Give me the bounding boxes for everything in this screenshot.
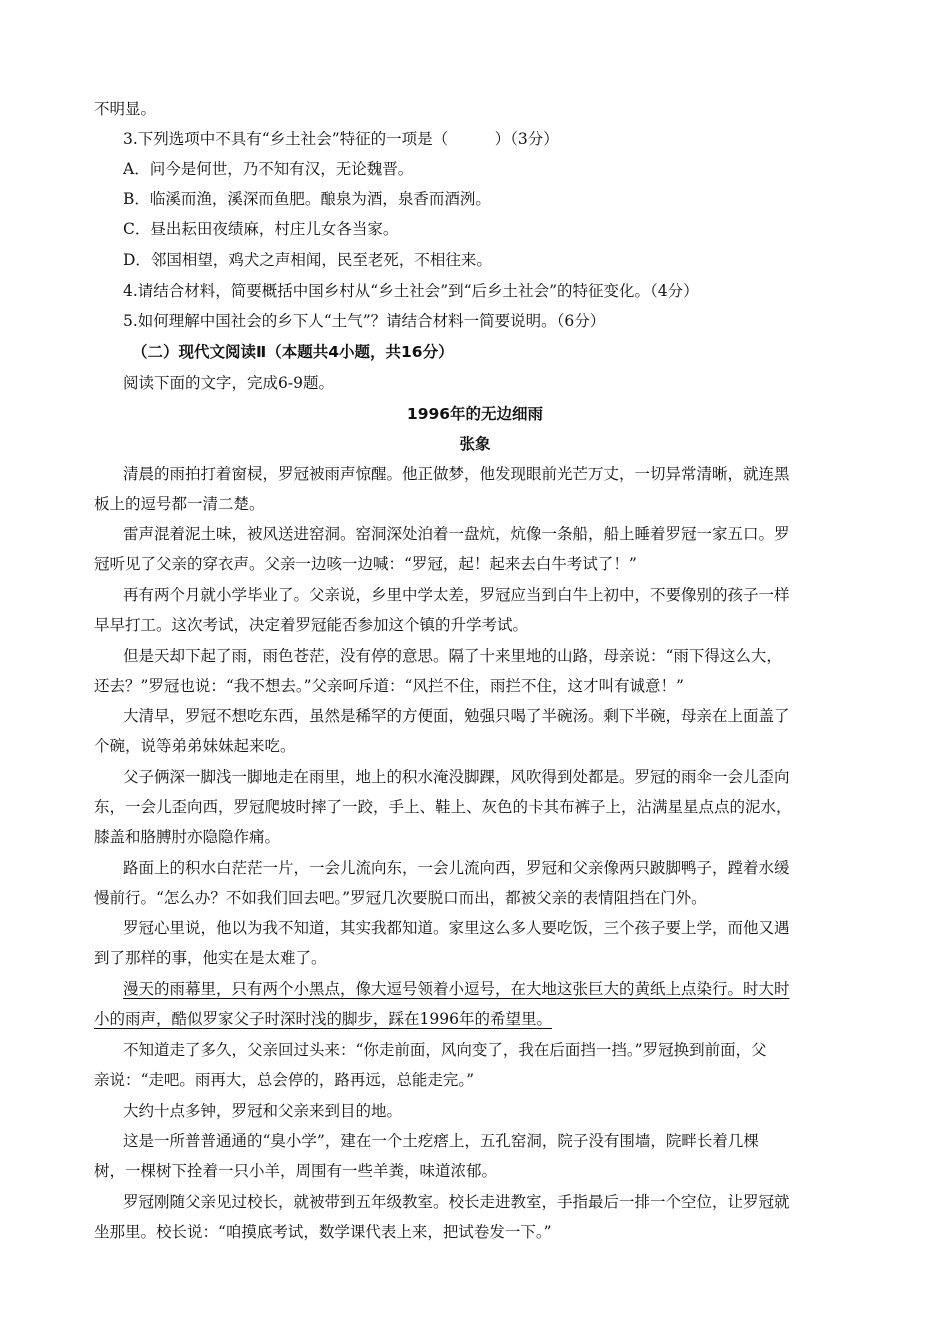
article-line: 再有两个月就小学毕业了。父亲说，乡里中学太差，罗冠应当到白牛上初中，不要像别的孩子一样 bbox=[123, 586, 790, 604]
article-line: 树，一棵树下拴着一只小羊，周围有一些羊粪，味道浓郁。 bbox=[94, 1162, 498, 1180]
article-line: 大清早，罗冠不想吃东西，虽然是稀罕的方便面，勉强只喝了半碗汤。剩下半碗，母亲在上面盖了 bbox=[123, 707, 790, 725]
article-line: 到了那样的事，他实在是太难了。 bbox=[94, 949, 327, 967]
q3-option-d: D．邻国相望，鸡犬之声相闻，民至老死，不相往来。 bbox=[123, 251, 492, 269]
q5-text: 5.如何理解中国社会的乡下人“土气”？请结合材料一简要说明。（6分） bbox=[123, 312, 606, 330]
article-line: 大约十点多钟，罗冠和父亲来到目的地。 bbox=[123, 1102, 403, 1120]
article-line: 父子俩深一脚浅一脚地走在雨里，地上的积水淹没脚踝，风吹得到处都是。罗冠的雨伞一会儿歪向 bbox=[123, 768, 790, 786]
q3-option-a: A．问今是何世，乃不知有汉，无论魏晋。 bbox=[123, 160, 414, 178]
q3-option-b: B．临溪而渔，溪深而鱼肥。酿泉为酒，泉香而酒洌。 bbox=[123, 190, 491, 208]
article-line: 板上的逗号都一清二楚。 bbox=[94, 495, 265, 513]
article-line: 早早打工。这次考试，决定着罗冠能否参加这个镇的升学考试。 bbox=[94, 616, 529, 634]
article-line: 慢前行。“怎么办？不如我们回去吧。”罗冠几次要脱口而出，都被父亲的表情阻挡在门外。 bbox=[94, 889, 707, 907]
article-line: 清晨的雨拍打着窗棂，罗冠被雨声惊醒。他正做梦，他发现眼前光芒万丈，一切异常清晰，就连黑 bbox=[123, 465, 790, 483]
article-author: 张象 bbox=[459, 435, 491, 453]
q2-tail-text: 不明显。 bbox=[94, 100, 157, 118]
section-heading: （二）现代文阅读Ⅱ（本题共4小题，共16分） bbox=[132, 343, 454, 361]
article-line-underlined bbox=[123, 978, 854, 1000]
article-line: 冠听见了父亲的穿衣声。父亲一边咳一边喊：“罗冠，起！起来去白牛考试了！” bbox=[94, 555, 637, 573]
article-line: 雷声混着泥土味，被风送进窑洞。窑洞深处泊着一盘炕，炕像一条船，船上睡着罗冠一家五口。罗 bbox=[123, 525, 790, 543]
article-line: 这是一所普普通通的“臭小学”，建在一个土疙瘩上，五孔窑洞，院子没有围墙，院畔长着几棵 bbox=[123, 1132, 759, 1150]
article-line: 坐那里。校长说：“咱摸底考试，数学课代表上来，把试卷发一下。” bbox=[94, 1223, 552, 1241]
article-line: 罗冠心里说，他以为我不知道，其实我都知道。家里这么多人要吃饭，三个孩子要上学，而他又遇 bbox=[123, 919, 790, 937]
article-line: 还去？”罗冠也说：“我不想去。”父亲呵斥道：“风拦不住，雨拦不住，这才叫有诚意！” bbox=[94, 677, 684, 695]
article-line: 不知道走了多久，父亲回过头来：“你走前面，风向变了，我在后面挡一挡。”罗冠换到前面，父 bbox=[123, 1041, 767, 1059]
article-title: 1996年的无边细雨 bbox=[406, 405, 544, 423]
q3-stem: 3.下列选项中不具有“乡土社会”特征的一项是（ ）（3分） bbox=[123, 130, 559, 148]
article-line: 个碗，说等弟弟妹妹起来吃。 bbox=[94, 737, 296, 755]
section-instruction: 阅读下面的文字，完成6-9题。 bbox=[123, 374, 334, 392]
q4-text: 4.请结合材料，简要概括中国乡村从“乡土社会”到“后乡土社会”的特征变化。（4分） bbox=[123, 282, 699, 300]
article-line: 路面上的积水白茫茫一片，一会儿流向东，一会儿流向西，罗冠和父亲像两只跛脚鸭子，蹚着水缓 bbox=[123, 859, 790, 877]
article-line-underlined bbox=[94, 1008, 854, 1030]
article-line: 罗冠刚随父亲见过校长，就被带到五年级教室。校长走进教室，手指最后一排一个空位，让罗冠就 bbox=[123, 1193, 790, 1211]
underlined-sentence: 漫天的雨幕里，只有两个小黑点，像大逗号领着小逗号，在大地这张巨大的黄纸上点染行。时大时 bbox=[123, 980, 790, 998]
article-line: 但是天却下起了雨，雨色苍茫，没有停的意思。隔了十来里地的山路，母亲说：“雨下得这么大， bbox=[123, 647, 782, 665]
article-line: 亲说：“走吧。雨再大，总会停的，路再远，总能走完。” bbox=[94, 1071, 475, 1089]
article-line: 膝盖和胳膊肘亦隐隐作痛。 bbox=[94, 828, 281, 846]
underlined-sentence: 小的雨声，酷似罗家父子时深时浅的脚步，踩在1996年的希望里。 bbox=[94, 1010, 552, 1028]
q3-option-c: C．昼出耘田夜绩麻，村庄儿女各当家。 bbox=[123, 220, 399, 238]
article-line: 东，一会儿歪向西，罗冠爬坡时摔了一跤，手上、鞋上、灰色的卡其布裤子上，沾满星星点点的泥水， bbox=[94, 798, 792, 816]
